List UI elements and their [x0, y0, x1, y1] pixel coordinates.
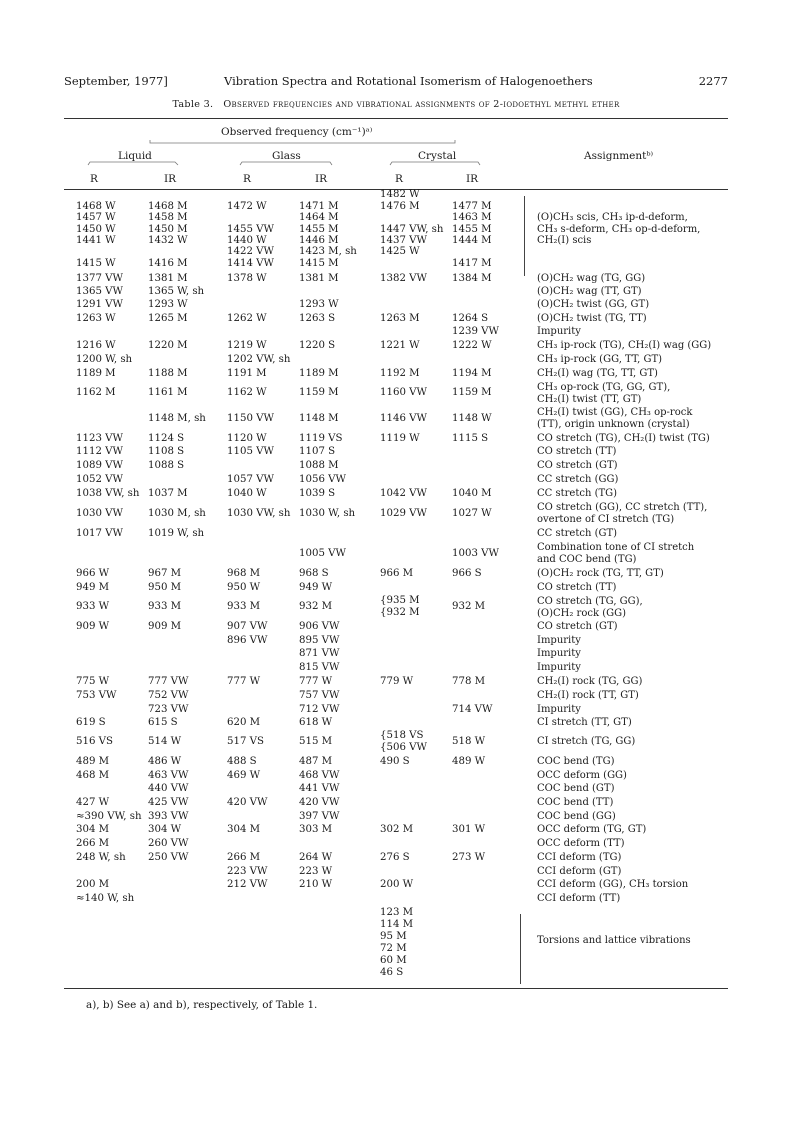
table-cell-crystal-ir: 966 S	[452, 568, 482, 579]
table-cell-glass-ir: 468 VW	[299, 770, 340, 781]
table-cell-glass-ir: 1293 W	[299, 299, 339, 310]
table-cell-glass-ir: 1446 M	[299, 235, 339, 246]
table-cell-liquid-r: 516 VS	[76, 736, 114, 747]
table-cell-assignment: Impurity	[537, 648, 581, 659]
table-cell-glass-ir: 757 VW	[299, 690, 340, 701]
table-cell-crystal-ir: 1159 M	[452, 387, 492, 398]
table-cell-glass-ir: 1088 M	[299, 460, 339, 471]
table-cell-glass-ir: 932 M	[299, 601, 333, 612]
table-cell-glass-r: 420 VW	[227, 797, 268, 808]
table-cell-liquid-ir: 425 VW	[148, 797, 189, 808]
table-cell-liquid-ir: 304 W	[148, 824, 182, 835]
table-cell-assignment: OCC deform (TG, GT)	[537, 824, 647, 835]
page-number: 2277	[698, 74, 728, 88]
table-cell-crystal-ir: 932 M	[452, 601, 486, 612]
table-cell-glass-ir: 906 VW	[299, 621, 340, 632]
table-cell-liquid-ir: 260 VW	[148, 838, 189, 849]
table-cell-crystal-ir: 1455 M	[452, 224, 492, 235]
table-cell-crystal-ir: 1417 M	[452, 258, 492, 269]
table-cell-assignment: CCI deform (TG)	[537, 852, 622, 863]
table-cell-liquid-r: 1017 VW	[76, 528, 123, 539]
table-cell-glass-ir: 1030 W, sh	[299, 508, 356, 519]
table-cell-liquid-r: 427 W	[76, 797, 110, 808]
table-cell-glass-ir: 618 W	[299, 717, 333, 728]
table-cell-glass-ir: 515 M	[299, 736, 333, 747]
table-cell-crystal-r: 1476 M	[380, 201, 420, 212]
table-cell-liquid-r: 619 S	[76, 717, 106, 728]
table-cell-crystal-r: 95 M	[380, 931, 407, 942]
table-cell-assignment: CO stretch (TG, GG),	[537, 596, 643, 607]
table-cell-glass-ir: 303 M	[299, 824, 333, 835]
table-cell-crystal-ir: 1027 W	[452, 508, 492, 519]
table-cell-liquid-ir: 777 VW	[148, 676, 189, 687]
table-cell-liquid-ir: 486 W	[148, 756, 182, 767]
table-cell-liquid-r: 909 W	[76, 621, 110, 632]
table-cell-liquid-ir: 1019 W, sh	[148, 528, 205, 539]
table-cell-glass-ir: 1455 M	[299, 224, 339, 235]
table-cell-glass-ir: 949 W	[299, 582, 333, 593]
table-cell-assignment: Torsions and lattice vibrations	[537, 935, 691, 946]
table-cell-glass-r: 517 VS	[227, 736, 265, 747]
table-label: Table 3.	[172, 99, 214, 110]
table-cell-liquid-r: 966 W	[76, 568, 110, 579]
table-cell-glass-r: 1455 VW	[227, 224, 274, 235]
table-cell-crystal-r: 302 M	[380, 824, 414, 835]
table-cell-assignment: COC bend (GT)	[537, 783, 615, 794]
table-cell-glass-r: 907 VW	[227, 621, 268, 632]
table-cell-crystal-r: 1119 W	[380, 433, 420, 444]
table-cell-liquid-r: 1089 VW	[76, 460, 123, 471]
column-crystal-ir: IR	[466, 173, 479, 185]
table-cell-assignment: (O)CH₃ scis, CH₃ ip-d-deform,	[537, 212, 688, 223]
table-cell-crystal-ir: 1264 S	[452, 313, 489, 324]
table-cell-glass-r: 1422 VW	[227, 246, 274, 257]
table-cell-glass-r: 1378 W	[227, 273, 267, 284]
table-cell-crystal-ir: 1194 M	[452, 368, 492, 379]
table-cell-crystal-r: 1263 M	[380, 313, 420, 324]
table-cell-glass-ir: 871 VW	[299, 648, 340, 659]
table-cell-assignment: Combination tone of CI stretch	[537, 542, 695, 553]
table-title: Observed frequencies and vibrational assignments of 2-iodoethyl methyl ether	[223, 99, 620, 110]
table-cell-assignment: CI stretch (TT, GT)	[537, 717, 632, 728]
table-cell-crystal-r: 200 W	[380, 879, 414, 890]
table-cell-liquid-r: 1216 W	[76, 340, 116, 351]
table-cell-assignment: and COC bend (TG)	[537, 554, 637, 565]
table-cell-glass-ir: 1107 S	[299, 446, 336, 457]
column-liquid-ir: IR	[164, 173, 177, 185]
table-cell-crystal-ir: 1222 W	[452, 340, 492, 351]
table-cell-liquid-ir: 1293 W	[148, 299, 188, 310]
table-cell-liquid-ir: 1124 S	[148, 433, 185, 444]
table-cell-glass-ir: 1471 M	[299, 201, 339, 212]
table-cell-glass-r: 1150 VW	[227, 413, 274, 424]
table-cell-glass-ir: 1189 M	[299, 368, 339, 379]
column-glass-ir: IR	[315, 173, 328, 185]
table-cell-liquid-r: 1457 W	[76, 212, 116, 223]
table-cell-glass-r: 1162 W	[227, 387, 267, 398]
table-cell-liquid-ir: 1088 S	[148, 460, 185, 471]
table-cell-glass-ir: 223 W	[299, 866, 333, 877]
table-cell-glass-r: 1440 W	[227, 235, 267, 246]
table-cell-assignment: CH₂(I) rock (TG, GG)	[537, 676, 643, 687]
table-cell-assignment: CO stretch (GT)	[537, 460, 618, 471]
table-cell-glass-r: 1219 W	[227, 340, 267, 351]
table-cell-glass-ir: 815 VW	[299, 662, 340, 673]
table-cell-assignment: OCC deform (TT)	[537, 838, 625, 849]
table-cell-assignment: (O)CH₂ wag (TT, GT)	[537, 286, 642, 297]
table-cell-crystal-r: 966 M	[380, 568, 414, 579]
table-cell-liquid-ir: 250 VW	[148, 852, 189, 863]
table-cell-crystal-r: 1382 VW	[380, 273, 427, 284]
table-cell-liquid-ir: 440 VW	[148, 783, 189, 794]
table-cell-glass-r: 620 M	[227, 717, 261, 728]
table-cell-crystal-ir: 1239 VW	[452, 326, 499, 337]
table-cell-crystal-r: 1146 VW	[380, 413, 427, 424]
table-cell-glass-ir: 1415 M	[299, 258, 339, 269]
table-cell-liquid-ir: 723 VW	[148, 704, 189, 715]
table-cell-glass-r: 896 VW	[227, 635, 268, 646]
table-cell-glass-ir: 441 VW	[299, 783, 340, 794]
table-cell-glass-r: 1040 W	[227, 488, 267, 499]
table-cell-assignment: (O)CH₂ rock (GG)	[537, 608, 626, 619]
table-cell-assignment: COC bend (GG)	[537, 811, 616, 822]
table-cell-liquid-r: 468 M	[76, 770, 110, 781]
table-cell-assignment: CC stretch (TG)	[537, 488, 618, 499]
table-cell-crystal-r: 1221 W	[380, 340, 420, 351]
table-cell-assignment: CO stretch (GG), CC stretch (TT),	[537, 502, 708, 513]
table-cell-liquid-ir: 1468 M	[148, 201, 188, 212]
table-cell-liquid-r: 1441 W	[76, 235, 116, 246]
table-cell-glass-r: 223 VW	[227, 866, 268, 877]
table-cell-liquid-ir: 1108 S	[148, 446, 185, 457]
table-cell-crystal-ir: 301 W	[452, 824, 486, 835]
table-cell-glass-r: 304 M	[227, 824, 261, 835]
table-cell-assignment: CH₃ ip-rock (GG, TT, GT)	[537, 354, 663, 365]
assignment-bracket-ch-deform	[520, 196, 525, 276]
table-cell-liquid-ir: 1450 M	[148, 224, 188, 235]
table-cell-crystal-ir: 1384 M	[452, 273, 492, 284]
table-cell-assignment: (TT), origin unknown (crystal)	[537, 419, 690, 430]
table-cell-assignment: CC stretch (GT)	[537, 528, 618, 539]
table-cell-liquid-ir: 1265 M	[148, 313, 188, 324]
table-cell-crystal-r: 1447 VW, sh	[380, 224, 444, 235]
table-cell-crystal-r: {518 VS	[380, 730, 424, 741]
table-cell-glass-ir: 210 W	[299, 879, 333, 890]
table-cell-crystal-r: 123 M	[380, 907, 414, 918]
table-cell-assignment: CH₂(I) wag (TG, TT, GT)	[537, 368, 658, 379]
table-cell-liquid-ir: 1037 M	[148, 488, 188, 499]
header-braces	[0, 0, 793, 200]
table-cell-liquid-r: 1365 VW	[76, 286, 123, 297]
table-cell-liquid-ir: 1030 M, sh	[148, 508, 206, 519]
table-cell-glass-ir: 1220 S	[299, 340, 336, 351]
table-cell-liquid-r: 933 W	[76, 601, 110, 612]
table-cell-liquid-r: 266 M	[76, 838, 110, 849]
table-cell-glass-r: 1414 VW	[227, 258, 274, 269]
table-cell-crystal-ir: 1463 M	[452, 212, 492, 223]
table-cell-assignment: CH₃ s-deform, CH₃ op-d-deform,	[537, 224, 701, 235]
table-cell-assignment: COC bend (TT)	[537, 797, 614, 808]
table-cell-crystal-ir: 1148 W	[452, 413, 492, 424]
running-title: Vibration Spectra and Rotational Isomerism of Halogenoethers	[224, 74, 593, 88]
bottom-rule	[64, 988, 728, 989]
column-assignment: Assignmentᵇ⁾	[584, 150, 654, 162]
table-cell-crystal-r: 490 S	[380, 756, 410, 767]
table-cell-crystal-r: 1425 W	[380, 246, 420, 257]
table-cell-liquid-ir: 1220 M	[148, 340, 188, 351]
table-cell-assignment: (O)CH₂ wag (TG, GG)	[537, 273, 646, 284]
table-cell-liquid-ir: 1432 W	[148, 235, 188, 246]
table-cell-crystal-r: {932 M	[380, 607, 420, 618]
table-cell-liquid-r: 1450 W	[76, 224, 116, 235]
table-cell-assignment: (O)CH₂ twist (TG, TT)	[537, 313, 647, 324]
table-cell-liquid-ir: 950 M	[148, 582, 182, 593]
table-cell-assignment: Impurity	[537, 704, 581, 715]
table-cell-crystal-r: 779 W	[380, 676, 414, 687]
table-cell-liquid-r: 304 M	[76, 824, 110, 835]
table-cell-liquid-ir: 967 M	[148, 568, 182, 579]
table-cell-liquid-ir: 1148 M, sh	[148, 413, 206, 424]
table-cell-assignment: CH₂(I) rock (TT, GT)	[537, 690, 639, 701]
table-cell-glass-r: 488 S	[227, 756, 257, 767]
table-cell-crystal-r: 1482 W	[380, 189, 420, 200]
table-cell-assignment: OCC deform (GG)	[537, 770, 627, 781]
table-cell-assignment: CO stretch (TT)	[537, 446, 617, 457]
table-cell-glass-ir: 1039 S	[299, 488, 336, 499]
table-cell-crystal-ir: 489 W	[452, 756, 486, 767]
table-cell-liquid-r: 1415 W	[76, 258, 116, 269]
table-cell-crystal-ir: 778 M	[452, 676, 486, 687]
table-cell-liquid-r: 949 M	[76, 582, 110, 593]
column-crystal-r: R	[395, 173, 403, 185]
table-cell-liquid-ir: 1161 M	[148, 387, 188, 398]
column-crystal: Crystal	[418, 150, 457, 162]
table-cell-crystal-r: 1437 VW	[380, 235, 427, 246]
table-cell-liquid-r: 1468 W	[76, 201, 116, 212]
table-cell-glass-r: 1105 VW	[227, 446, 274, 457]
table-cell-glass-ir: 968 S	[299, 568, 329, 579]
table-cell-liquid-r: 1112 VW	[76, 446, 123, 457]
column-group-title: Observed frequency (cm⁻¹)ᵃ⁾	[221, 126, 373, 138]
table-cell-crystal-r: 1042 VW	[380, 488, 427, 499]
table-cell-glass-ir: 264 W	[299, 852, 333, 863]
table-cell-liquid-r: 753 VW	[76, 690, 117, 701]
assignment-bracket-torsions	[516, 914, 521, 984]
table-cell-crystal-ir: 1444 M	[452, 235, 492, 246]
table-cell-glass-ir: 1381 M	[299, 273, 339, 284]
table-cell-crystal-ir: 518 W	[452, 736, 486, 747]
table-cell-assignment: CC stretch (GG)	[537, 474, 619, 485]
table-cell-liquid-r: 1162 M	[76, 387, 116, 398]
table-cell-liquid-ir: 615 S	[148, 717, 178, 728]
table-cell-assignment: (O)CH₂ twist (GG, GT)	[537, 299, 650, 310]
table-cell-liquid-ir: 752 VW	[148, 690, 189, 701]
table-cell-assignment: CI stretch (TG, GG)	[537, 736, 636, 747]
table-cell-crystal-r: {506 VW	[380, 742, 427, 753]
table-cell-assignment: Impurity	[537, 635, 581, 646]
table-cell-liquid-ir: 1365 W, sh	[148, 286, 205, 297]
table-cell-liquid-ir: 463 VW	[148, 770, 189, 781]
table-cell-crystal-r: {935 M	[380, 595, 420, 606]
table-cell-liquid-r: 1052 VW	[76, 474, 123, 485]
table-cell-assignment: (O)CH₂ rock (TG, TT, GT)	[537, 568, 664, 579]
table-cell-crystal-ir: 1477 M	[452, 201, 492, 212]
table-cell-glass-ir: 487 M	[299, 756, 333, 767]
table-cell-glass-ir: 1159 M	[299, 387, 339, 398]
table-cell-assignment: CH₂(I) scis	[537, 235, 592, 246]
table-cell-assignment: CCI deform (GT)	[537, 866, 622, 877]
table-cell-liquid-r: ≈140 W, sh	[76, 893, 135, 904]
column-glass-r: R	[243, 173, 251, 185]
table-cell-glass-ir: 777 W	[299, 676, 333, 687]
table-cell-liquid-ir: 1458 M	[148, 212, 188, 223]
table-cell-glass-ir: 1423 M, sh	[299, 246, 357, 257]
table-cell-assignment: Impurity	[537, 662, 581, 673]
column-liquid: Liquid	[118, 150, 152, 162]
table-cell-liquid-r: 1263 W	[76, 313, 116, 324]
table-cell-liquid-r: 775 W	[76, 676, 110, 687]
table-cell-crystal-r: 1029 VW	[380, 508, 427, 519]
table-cell-glass-r: 933 M	[227, 601, 261, 612]
table-cell-liquid-r: 1291 VW	[76, 299, 123, 310]
table-cell-liquid-r: 1038 VW, sh	[76, 488, 140, 499]
table-cell-glass-r: 950 W	[227, 582, 261, 593]
table-cell-glass-r: 266 M	[227, 852, 261, 863]
table-cell-crystal-r: 1160 VW	[380, 387, 427, 398]
table-cell-assignment: CO stretch (GT)	[537, 621, 618, 632]
table-cell-liquid-r: 1200 W, sh	[76, 354, 133, 365]
table-cell-liquid-ir: 1188 M	[148, 368, 188, 379]
issue-date: September, 1977]	[64, 74, 168, 88]
table-cell-crystal-r: 72 M	[380, 943, 407, 954]
table-cell-glass-r: 1202 VW, sh	[227, 354, 291, 365]
footnote: a), b) See a) and b), respectively, of Table 1.	[86, 999, 318, 1011]
table-cell-assignment: CO stretch (TG), CH₂(I) twist (TG)	[537, 433, 710, 444]
table-cell-glass-ir: 1148 M	[299, 413, 339, 424]
table-cell-crystal-r: 60 M	[380, 955, 407, 966]
table-cell-glass-r: 1262 W	[227, 313, 267, 324]
table-cell-glass-r: 1030 VW, sh	[227, 508, 291, 519]
column-glass: Glass	[272, 150, 301, 162]
table-cell-crystal-r: 276 S	[380, 852, 410, 863]
table-cell-glass-ir: 1464 M	[299, 212, 339, 223]
table-cell-crystal-ir: 1115 S	[452, 433, 489, 444]
table-cell-glass-r: 1472 W	[227, 201, 267, 212]
table-cell-glass-ir: 1056 VW	[299, 474, 346, 485]
table-cell-liquid-ir: 393 VW	[148, 811, 189, 822]
table-cell-assignment: COC bend (TG)	[537, 756, 615, 767]
table-cell-crystal-r: 114 M	[380, 919, 414, 930]
table-cell-assignment: overtone of CI stretch (TG)	[537, 514, 675, 525]
table-cell-liquid-r: 248 W, sh	[76, 852, 126, 863]
table-cell-assignment: Impurity	[537, 326, 581, 337]
table-cell-liquid-r: 489 M	[76, 756, 110, 767]
table-cell-liquid-r: 1123 VW	[76, 433, 123, 444]
table-cell-crystal-ir: 714 VW	[452, 704, 493, 715]
table-cell-glass-r: 1191 M	[227, 368, 267, 379]
table-cell-glass-ir: 712 VW	[299, 704, 340, 715]
table-cell-glass-ir: 420 VW	[299, 797, 340, 808]
table-cell-assignment: CO stretch (TT)	[537, 582, 617, 593]
table-cell-assignment: CH₂(I) twist (TT, GT)	[537, 394, 642, 405]
table-cell-glass-r: 1057 VW	[227, 474, 274, 485]
column-liquid-r: R	[90, 173, 98, 185]
table-cell-crystal-ir: 1040 M	[452, 488, 492, 499]
table-cell-crystal-r: 1192 M	[380, 368, 420, 379]
table-cell-liquid-ir: 909 M	[148, 621, 182, 632]
table-cell-liquid-ir: 1381 M	[148, 273, 188, 284]
table-cell-glass-ir: 1263 S	[299, 313, 336, 324]
table-cell-glass-ir: 895 VW	[299, 635, 340, 646]
table-cell-glass-r: 1120 W	[227, 433, 267, 444]
table-cell-liquid-r: 1030 VW	[76, 508, 123, 519]
table-cell-glass-ir: 1005 VW	[299, 548, 346, 559]
table-cell-glass-ir: 1119 VS	[299, 433, 343, 444]
table-cell-assignment: CH₃ op-rock (TG, GG, GT),	[537, 382, 671, 393]
table-cell-glass-r: 968 M	[227, 568, 261, 579]
table-cell-assignment: CCI deform (TT)	[537, 893, 621, 904]
table-cell-liquid-r: 1377 VW	[76, 273, 123, 284]
table-cell-liquid-r: ≈390 VW, sh	[76, 811, 142, 822]
table-cell-assignment: CH₂(I) twist (GG), CH₃ op-rock	[537, 407, 693, 418]
table-cell-liquid-r: 1189 M	[76, 368, 116, 379]
table-cell-liquid-ir: 1416 M	[148, 258, 188, 269]
table-cell-liquid-r: 200 M	[76, 879, 110, 890]
table-cell-crystal-r: 46 S	[380, 967, 404, 978]
table-cell-glass-r: 469 W	[227, 770, 261, 781]
table-cell-liquid-ir: 933 M	[148, 601, 182, 612]
table-cell-glass-ir: 397 VW	[299, 811, 340, 822]
table-cell-assignment: CH₃ ip-rock (TG), CH₂(I) wag (GG)	[537, 340, 712, 351]
table-cell-crystal-ir: 1003 VW	[452, 548, 499, 559]
table-cell-assignment: CCI deform (GG), CH₃ torsion	[537, 879, 689, 890]
table-cell-glass-r: 777 W	[227, 676, 261, 687]
table-cell-liquid-ir: 514 W	[148, 736, 182, 747]
table-cell-glass-r: 212 VW	[227, 879, 268, 890]
table-cell-crystal-ir: 273 W	[452, 852, 486, 863]
